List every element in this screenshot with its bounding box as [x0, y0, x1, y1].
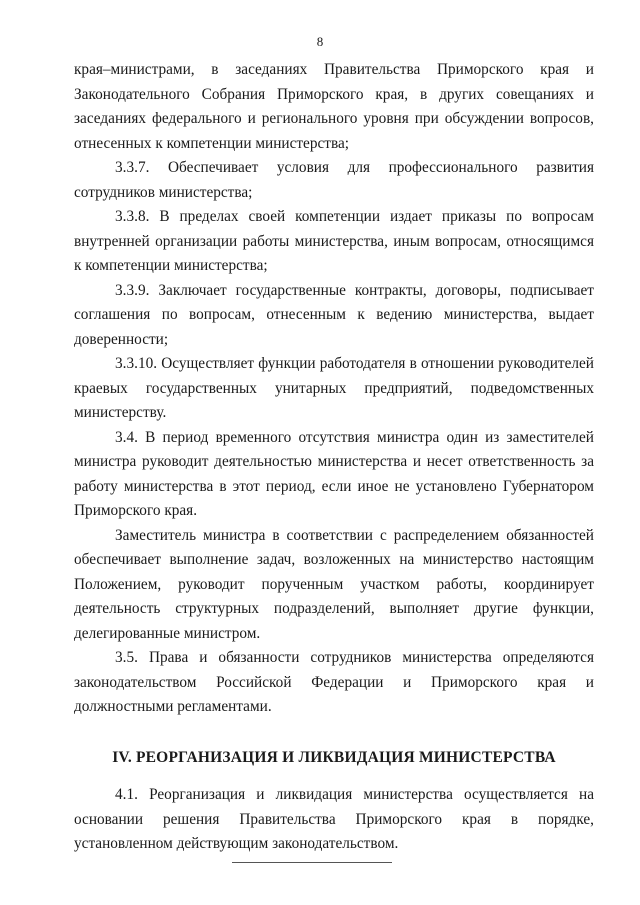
paragraph: 3.4. В период временного отсутствия министра один из заместителей министра руководит деятельностью министерства и несет ответственность за работу министерства в этот период, если иное не установлено Губернатором Приморского края.: [74, 428, 594, 519]
paragraph: 3.3.8. В пределах своей компетенции издает приказы по вопросам внутренней организации работы министерства, иным вопросам, относящимся к компетенции министерства;: [74, 208, 594, 274]
page-number: 8: [316, 34, 324, 49]
end-of-document-line: [232, 862, 392, 863]
paragraph: 4.1. Реорганизация и ликвидация министерства осуществляется на основании решения Правительства Приморского края в порядке, установленном действующим законодательством.: [74, 786, 594, 852]
paragraph: 3.3.10. Осуществляет функции работодателя в отношении руководителей краевых государственных унитарных предприятий, подведомственных министерству.: [74, 355, 594, 421]
paragraph: 3.5. Права и обязанности сотрудников министерства определяются законодательством Российской Федерации и Приморского края и должностными регламентами.: [74, 649, 594, 715]
paragraph: края–министрами, в заседаниях Правительства Приморского края и Законодательного Собрания Приморского края, в других совещаниях и заседаниях федерального и регионального уровня при обсуждении вопросов, отнесенных к компетенции министерства;: [74, 61, 594, 152]
paragraphs-before-heading: [74, 58, 594, 720]
paragraph: Заместитель министра в соответствии с распределением обязанностей обеспечивает выполнение задач, возложенных на министерство настоящим Положением, руководит порученным участком работы, координирует деятельность структурных подразделений, выполняет другие функции, делегированные министром.: [74, 526, 594, 642]
paragraph: 3.3.7. Обеспечивает условия для профессионального развития сотрудников министерства;: [74, 159, 594, 201]
document-body: [74, 58, 594, 857]
paragraphs-after-heading: [74, 783, 594, 857]
paragraph: 3.3.9. Заключает государственные контракты, договоры, подписывает соглашения по вопросам, отнесенным к ведению министерства, выдает доверенности;: [74, 281, 594, 348]
section-heading: IV. РЕОРГАНИЗАЦИЯ И ЛИКВИДАЦИЯ МИНИСТЕРСТВА: [112, 748, 556, 766]
